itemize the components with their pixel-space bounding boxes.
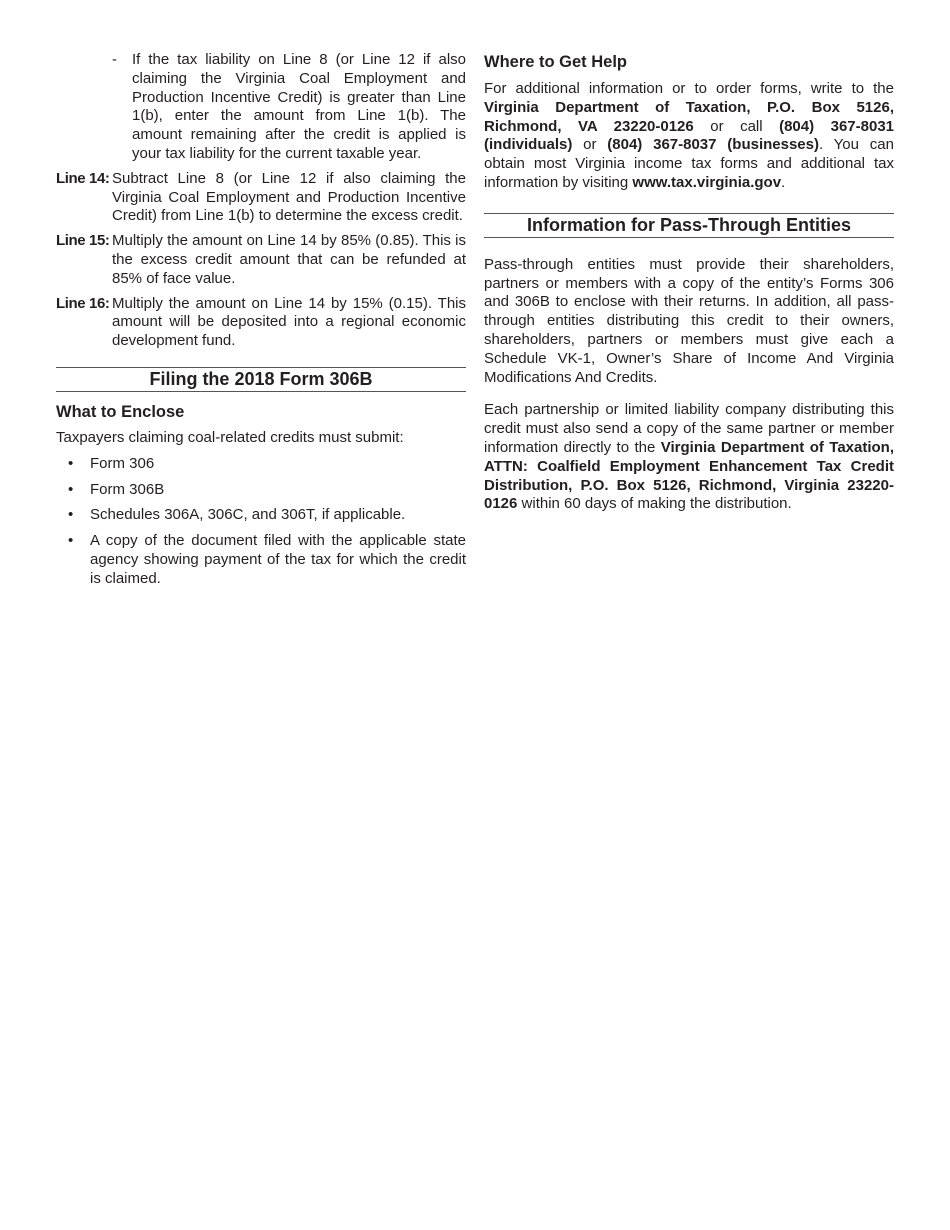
- line-13-sub-item: [112, 51, 466, 164]
- line-15-item: [56, 232, 466, 288]
- pass-through-section-heading: Information for Pass-Through Entities: [484, 213, 894, 238]
- list-item-text: A copy of the document filed with the applicable state agency showing payment of the tax for which the credit is claimed.: [90, 532, 466, 587]
- line-14-text: Subtract Line 8 (or Line 12 if also claiming the Virginia Coal Employment and Production Incentive Credit) from Line 1(b) to determine the excess credit.: [112, 169, 466, 225]
- help-website: www.tax.virginia.gov: [632, 173, 782, 191]
- line-16-label: Line 16:: [56, 294, 110, 312]
- what-to-enclose-heading: What to Enclose: [56, 402, 185, 421]
- pte-text: Each partnership or limited liability company distributing this credit must also send a copy of the same partner or member information directly to the: [484, 401, 894, 456]
- help-address: Virginia Department of Taxation, P.O. Box 5126, Richmond, VA 23220-0126: [484, 98, 894, 135]
- line-16-item: [56, 295, 466, 351]
- list-item-text: Form 306B: [90, 480, 165, 498]
- enclose-list: [56, 455, 466, 589]
- list-item: [56, 481, 466, 500]
- list-item: [56, 455, 466, 474]
- filing-section-heading: Filing the 2018 Form 306B: [56, 367, 466, 392]
- help-text: . You can obtain most Virginia income tax forms and additional tax information by visiting: [484, 136, 894, 191]
- line-16-text: Multiply the amount on Line 14 by 15% (0.15). This amount will be deposited into a regional economic development fund.: [112, 294, 466, 350]
- right-column: [484, 51, 894, 514]
- list-item: [56, 532, 466, 588]
- list-item-text: Form 306: [90, 454, 155, 472]
- help-text: For additional information or to order forms, write to the: [484, 80, 894, 97]
- pte-mailing-address: Virginia Department of Taxation, ATTN: Coalfield Employment Enhancement Tax Credit Distribution, P.O. Box 5126, Richmond, Virginia 23220-0126: [484, 438, 895, 513]
- bullet-marker: •: [68, 506, 74, 524]
- bullet-marker: •: [68, 480, 74, 498]
- enclose-intro: Taxpayers claiming coal-related credits must submit:: [56, 428, 404, 446]
- help-text: or call: [693, 117, 780, 135]
- pass-through-paragraph-2: [484, 401, 894, 514]
- dash-marker: -: [112, 51, 117, 68]
- bullet-marker: •: [68, 454, 74, 472]
- dash-item-text: If the tax liability on Line 8 (or Line 12 if also claiming the Virginia Coal Employment and Production Incentive Credit) is greater than Line 1(b), enter the amount from Line 1(b). The amount remaining after the credit is applied is your tax liability for the current taxable year.: [132, 51, 466, 162]
- list-item: [56, 506, 466, 525]
- bullet-marker: •: [68, 532, 74, 550]
- pass-through-paragraph-1: Pass-through entities must provide their shareholders, partners or members with a copy of the entity’s Forms 306 and 306B to enclose with their returns. In addition, all pass-through entities distributing this credit to their owners, shareholders, partners or members must give each a Schedule VK-1, Owner’s Share of Income And Virginia Modifications And Credits.: [484, 255, 894, 386]
- line-14-label: Line 14:: [56, 169, 110, 187]
- left-column: [56, 51, 466, 596]
- help-text: or: [572, 136, 608, 154]
- pte-text: within 60 days of making the distribution.: [517, 495, 792, 513]
- help-paragraph: [484, 80, 894, 193]
- line-15-label: Line 15:: [56, 232, 110, 250]
- list-item-text: Schedules 306A, 306C, and 306T, if applicable.: [90, 506, 406, 524]
- help-text: .: [781, 173, 786, 191]
- line-15-text: Multiply the amount on Line 14 by 85% (0.85). This is the excess credit amount that can be refunded at 85% of face value.: [112, 232, 466, 287]
- line-14-item: [56, 170, 466, 226]
- help-phone-businesses: (804) 367-8037 (businesses): [607, 136, 819, 154]
- help-phone-individuals: (804) 367-8031 (individuals): [484, 117, 895, 154]
- where-to-get-help-heading: Where to Get Help: [484, 53, 628, 71]
